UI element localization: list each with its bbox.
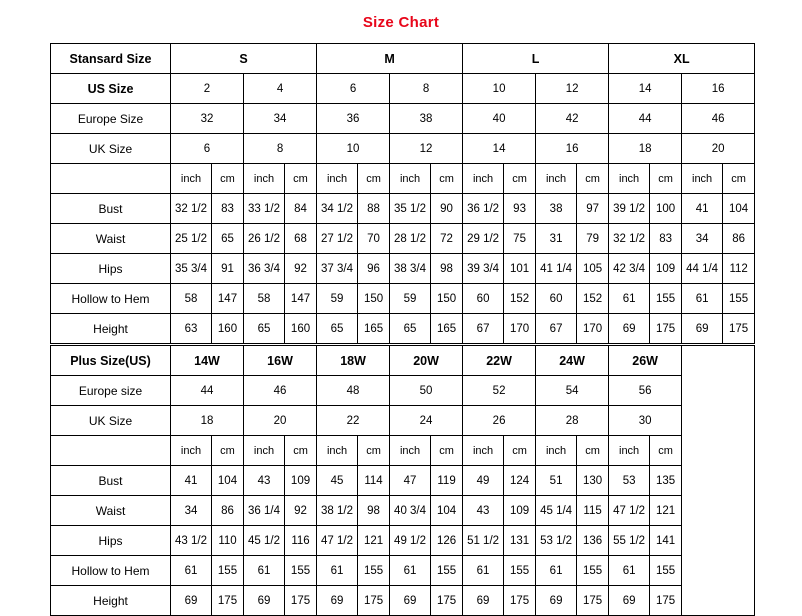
cell-europe-size-0: 32 — [171, 104, 244, 134]
cell-europe-size-2: 36 — [317, 104, 390, 134]
cell-height: 165 — [431, 314, 463, 344]
row-label-hollow-to-hem: Hollow to Hem — [51, 284, 171, 314]
cell-bust: 100 — [650, 194, 682, 224]
cell-hollow-to-hem: 155 — [650, 556, 682, 586]
unit-cell: inch — [244, 164, 285, 194]
cell-height: 175 — [285, 586, 317, 616]
cell-uk-size-7: 20 — [682, 134, 755, 164]
row-label-waist: Waist — [51, 496, 171, 526]
cell-hollow-to-hem: 61 — [609, 284, 650, 314]
cell-bust: 104 — [212, 466, 244, 496]
cell-uk-size: 28 — [536, 406, 609, 436]
cell-bust: 39 1/2 — [609, 194, 650, 224]
cell-hollow-to-hem: 61 — [682, 284, 723, 314]
table-row — [51, 254, 755, 284]
table-row — [51, 194, 755, 224]
cell-waist: 104 — [431, 496, 463, 526]
size-group-20w: 20W — [390, 346, 463, 376]
cell-waist: 32 1/2 — [609, 224, 650, 254]
row-label-europe-size: Europe size — [51, 376, 171, 406]
cell-uk-size-3: 12 — [390, 134, 463, 164]
cell-height: 170 — [577, 314, 609, 344]
cell-hollow-to-hem: 61 — [171, 556, 212, 586]
cell-hips: 131 — [504, 526, 536, 556]
cell-europe-size-1: 34 — [244, 104, 317, 134]
table-row — [51, 376, 755, 406]
row-label-bust: Bust — [51, 194, 171, 224]
cell-bust: 36 1/2 — [463, 194, 504, 224]
cell-europe-size-3: 38 — [390, 104, 463, 134]
cell-hips: 109 — [650, 254, 682, 284]
cell-height: 175 — [358, 586, 390, 616]
row-label-bust: Bust — [51, 466, 171, 496]
plus-header-label: Plus Size(US) — [51, 346, 171, 376]
cell-hips: 43 1/2 — [171, 526, 212, 556]
cell-bust: 119 — [431, 466, 463, 496]
unit-cell: cm — [358, 436, 390, 466]
cell-us-size-3: 8 — [390, 74, 463, 104]
table-row — [51, 284, 755, 314]
size-group-18w: 18W — [317, 346, 390, 376]
unit-cell: cm — [212, 436, 244, 466]
cell-height: 165 — [358, 314, 390, 344]
unit-cell: inch — [317, 164, 358, 194]
cell-hollow-to-hem: 61 — [317, 556, 358, 586]
cell-bust: 104 — [723, 194, 755, 224]
cell-uk-size-0: 6 — [171, 134, 244, 164]
cell-uk-size: 24 — [390, 406, 463, 436]
unit-cell: inch — [536, 436, 577, 466]
cell-uk-size-5: 16 — [536, 134, 609, 164]
row-label-uk-size: UK Size — [51, 406, 171, 436]
cell-us-size-2: 6 — [317, 74, 390, 104]
table-row — [51, 586, 755, 616]
size-group-14w: 14W — [171, 346, 244, 376]
cell-europe-size-6: 44 — [609, 104, 682, 134]
cell-hips: 49 1/2 — [390, 526, 431, 556]
cell-europe-size: 48 — [317, 376, 390, 406]
table-row — [51, 44, 755, 74]
cell-height: 175 — [504, 586, 536, 616]
row-label-hips: Hips — [51, 254, 171, 284]
cell-waist: 40 3/4 — [390, 496, 431, 526]
cell-hips: 91 — [212, 254, 244, 284]
cell-us-size-7: 16 — [682, 74, 755, 104]
cell-height: 175 — [650, 586, 682, 616]
page-title: Size Chart — [362, 14, 440, 31]
unit-cell: cm — [285, 436, 317, 466]
cell-europe-size-5: 42 — [536, 104, 609, 134]
cell-waist: 25 1/2 — [171, 224, 212, 254]
cell-hollow-to-hem: 152 — [504, 284, 536, 314]
cell-hollow-to-hem: 61 — [609, 556, 650, 586]
cell-bust: 43 — [244, 466, 285, 496]
cell-waist: 27 1/2 — [317, 224, 358, 254]
unit-cell: cm — [650, 164, 682, 194]
cell-hips: 92 — [285, 254, 317, 284]
row-label-height: Height — [51, 314, 171, 344]
cell-hollow-to-hem: 58 — [171, 284, 212, 314]
cell-uk-size-1: 8 — [244, 134, 317, 164]
cell-bust: 34 1/2 — [317, 194, 358, 224]
table-row — [51, 134, 755, 164]
cell-uk-size: 22 — [317, 406, 390, 436]
cell-waist: 115 — [577, 496, 609, 526]
unit-row-blank — [51, 436, 171, 466]
cell-hollow-to-hem: 60 — [463, 284, 504, 314]
unit-cell: cm — [577, 436, 609, 466]
cell-waist: 70 — [358, 224, 390, 254]
unit-cell: cm — [577, 164, 609, 194]
standard-header-label: Stansard Size — [51, 44, 171, 74]
size-group-xl: XL — [609, 44, 755, 74]
cell-us-size-1: 4 — [244, 74, 317, 104]
cell-height: 67 — [536, 314, 577, 344]
table-row — [51, 224, 755, 254]
cell-waist: 98 — [358, 496, 390, 526]
cell-hips: 42 3/4 — [609, 254, 650, 284]
cell-height: 67 — [463, 314, 504, 344]
cell-hollow-to-hem: 61 — [390, 556, 431, 586]
cell-europe-size: 50 — [390, 376, 463, 406]
cell-bust: 83 — [212, 194, 244, 224]
cell-hollow-to-hem: 155 — [212, 556, 244, 586]
cell-bust: 114 — [358, 466, 390, 496]
cell-waist: 65 — [212, 224, 244, 254]
cell-height: 65 — [390, 314, 431, 344]
cell-hips: 47 1/2 — [317, 526, 358, 556]
cell-hollow-to-hem: 150 — [358, 284, 390, 314]
cell-hollow-to-hem: 155 — [358, 556, 390, 586]
cell-waist: 72 — [431, 224, 463, 254]
table-row — [51, 556, 755, 586]
cell-hollow-to-hem: 59 — [390, 284, 431, 314]
size-group-l: L — [463, 44, 609, 74]
cell-hips: 116 — [285, 526, 317, 556]
cell-hollow-to-hem: 155 — [650, 284, 682, 314]
cell-waist: 34 — [682, 224, 723, 254]
cell-hips: 44 1/4 — [682, 254, 723, 284]
cell-hips: 45 1/2 — [244, 526, 285, 556]
cell-waist: 28 1/2 — [390, 224, 431, 254]
cell-bust: 51 — [536, 466, 577, 496]
cell-height: 65 — [317, 314, 358, 344]
unit-cell: inch — [682, 164, 723, 194]
cell-height: 175 — [577, 586, 609, 616]
cell-uk-size: 20 — [244, 406, 317, 436]
unit-cell: inch — [317, 436, 358, 466]
row-label-hollow-to-hem: Hollow to Hem — [51, 556, 171, 586]
unit-cell: cm — [504, 164, 536, 194]
cell-bust: 109 — [285, 466, 317, 496]
cell-uk-size-4: 14 — [463, 134, 536, 164]
cell-hollow-to-hem: 61 — [536, 556, 577, 586]
cell-bust: 45 — [317, 466, 358, 496]
cell-europe-size: 54 — [536, 376, 609, 406]
row-label-hips: Hips — [51, 526, 171, 556]
table-row — [51, 406, 755, 436]
cell-height: 170 — [504, 314, 536, 344]
cell-hips: 96 — [358, 254, 390, 284]
row-label-waist: Waist — [51, 224, 171, 254]
cell-bust: 35 1/2 — [390, 194, 431, 224]
cell-waist: 86 — [212, 496, 244, 526]
cell-bust: 93 — [504, 194, 536, 224]
cell-hips: 36 3/4 — [244, 254, 285, 284]
cell-waist: 75 — [504, 224, 536, 254]
table-row — [51, 466, 755, 496]
cell-hips: 51 1/2 — [463, 526, 504, 556]
unit-cell: cm — [431, 436, 463, 466]
plus-table-filler — [682, 346, 755, 616]
cell-height: 69 — [682, 314, 723, 344]
cell-uk-size: 30 — [609, 406, 682, 436]
cell-bust: 47 — [390, 466, 431, 496]
table-row — [51, 496, 755, 526]
cell-bust: 84 — [285, 194, 317, 224]
unit-cell: inch — [390, 436, 431, 466]
cell-hollow-to-hem: 59 — [317, 284, 358, 314]
unit-cell: inch — [171, 436, 212, 466]
cell-height: 69 — [463, 586, 504, 616]
cell-bust: 124 — [504, 466, 536, 496]
cell-europe-size: 56 — [609, 376, 682, 406]
cell-waist: 109 — [504, 496, 536, 526]
cell-bust: 53 — [609, 466, 650, 496]
cell-height: 175 — [431, 586, 463, 616]
cell-uk-size-2: 10 — [317, 134, 390, 164]
cell-bust: 49 — [463, 466, 504, 496]
size-group-26w: 26W — [609, 346, 682, 376]
cell-height: 69 — [609, 314, 650, 344]
cell-hollow-to-hem: 61 — [244, 556, 285, 586]
unit-cell: inch — [463, 436, 504, 466]
cell-bust: 97 — [577, 194, 609, 224]
cell-bust: 41 — [682, 194, 723, 224]
cell-europe-size-7: 46 — [682, 104, 755, 134]
cell-waist: 92 — [285, 496, 317, 526]
cell-height: 63 — [171, 314, 212, 344]
cell-europe-size: 44 — [171, 376, 244, 406]
cell-hips: 141 — [650, 526, 682, 556]
cell-us-size-4: 10 — [463, 74, 536, 104]
table-row — [51, 104, 755, 134]
unit-cell: cm — [285, 164, 317, 194]
unit-row-blank — [51, 164, 171, 194]
cell-hips: 37 3/4 — [317, 254, 358, 284]
cell-hips: 41 1/4 — [536, 254, 577, 284]
table-row — [51, 314, 755, 344]
cell-height: 65 — [244, 314, 285, 344]
cell-waist: 31 — [536, 224, 577, 254]
cell-height: 175 — [723, 314, 755, 344]
cell-hips: 101 — [504, 254, 536, 284]
size-group-m: M — [317, 44, 463, 74]
cell-height: 160 — [285, 314, 317, 344]
row-label-europe-size: Europe Size — [51, 104, 171, 134]
cell-waist: 29 1/2 — [463, 224, 504, 254]
unit-cell: inch — [390, 164, 431, 194]
cell-uk-size: 18 — [171, 406, 244, 436]
unit-cell: cm — [358, 164, 390, 194]
cell-hips: 35 3/4 — [171, 254, 212, 284]
cell-hollow-to-hem: 61 — [463, 556, 504, 586]
cell-hips: 55 1/2 — [609, 526, 650, 556]
cell-height: 160 — [212, 314, 244, 344]
cell-bust: 41 — [171, 466, 212, 496]
cell-europe-size-4: 40 — [463, 104, 536, 134]
row-label-us-size: US Size — [51, 74, 171, 104]
cell-waist: 45 1/4 — [536, 496, 577, 526]
cell-hips: 53 1/2 — [536, 526, 577, 556]
cell-height: 69 — [244, 586, 285, 616]
row-label-height: Height — [51, 586, 171, 616]
size-group-24w: 24W — [536, 346, 609, 376]
cell-waist: 68 — [285, 224, 317, 254]
cell-bust: 88 — [358, 194, 390, 224]
cell-waist: 34 — [171, 496, 212, 526]
size-group-s: S — [171, 44, 317, 74]
unit-cell: inch — [171, 164, 212, 194]
row-label-uk-size: UK Size — [51, 134, 171, 164]
cell-hips: 38 3/4 — [390, 254, 431, 284]
cell-hollow-to-hem: 155 — [431, 556, 463, 586]
cell-hips: 112 — [723, 254, 755, 284]
cell-waist: 83 — [650, 224, 682, 254]
cell-hollow-to-hem: 147 — [285, 284, 317, 314]
cell-bust: 135 — [650, 466, 682, 496]
cell-hollow-to-hem: 147 — [212, 284, 244, 314]
unit-cell: inch — [536, 164, 577, 194]
cell-height: 69 — [609, 586, 650, 616]
cell-waist: 79 — [577, 224, 609, 254]
cell-us-size-0: 2 — [171, 74, 244, 104]
cell-waist: 36 1/4 — [244, 496, 285, 526]
cell-hips: 39 3/4 — [463, 254, 504, 284]
cell-waist: 47 1/2 — [609, 496, 650, 526]
cell-hollow-to-hem: 152 — [577, 284, 609, 314]
cell-us-size-5: 12 — [536, 74, 609, 104]
cell-hips: 121 — [358, 526, 390, 556]
cell-hips: 136 — [577, 526, 609, 556]
cell-height: 69 — [536, 586, 577, 616]
cell-uk-size: 26 — [463, 406, 536, 436]
cell-hips: 105 — [577, 254, 609, 284]
cell-bust: 32 1/2 — [171, 194, 212, 224]
cell-height: 175 — [212, 586, 244, 616]
cell-height: 175 — [650, 314, 682, 344]
cell-waist: 86 — [723, 224, 755, 254]
cell-waist: 121 — [650, 496, 682, 526]
cell-hollow-to-hem: 155 — [285, 556, 317, 586]
cell-waist: 38 1/2 — [317, 496, 358, 526]
cell-hollow-to-hem: 155 — [577, 556, 609, 586]
cell-hips: 126 — [431, 526, 463, 556]
unit-cell: cm — [504, 436, 536, 466]
cell-hips: 98 — [431, 254, 463, 284]
unit-cell: cm — [723, 164, 755, 194]
unit-cell: cm — [431, 164, 463, 194]
unit-cell: inch — [463, 164, 504, 194]
cell-height: 69 — [317, 586, 358, 616]
unit-cell: inch — [244, 436, 285, 466]
cell-hollow-to-hem: 58 — [244, 284, 285, 314]
table-row — [51, 526, 755, 556]
cell-hollow-to-hem: 155 — [504, 556, 536, 586]
table-row-units — [51, 436, 755, 466]
standard-size-table — [50, 43, 755, 344]
cell-us-size-6: 14 — [609, 74, 682, 104]
cell-height: 69 — [390, 586, 431, 616]
cell-hollow-to-hem: 155 — [723, 284, 755, 314]
table-row-units — [51, 164, 755, 194]
cell-uk-size-6: 18 — [609, 134, 682, 164]
unit-cell: cm — [650, 436, 682, 466]
unit-cell: inch — [609, 436, 650, 466]
unit-cell: inch — [609, 164, 650, 194]
cell-bust: 130 — [577, 466, 609, 496]
plus-size-table — [50, 345, 755, 616]
cell-hollow-to-hem: 60 — [536, 284, 577, 314]
size-group-22w: 22W — [463, 346, 536, 376]
unit-cell: cm — [212, 164, 244, 194]
table-row — [51, 74, 755, 104]
cell-bust: 33 1/2 — [244, 194, 285, 224]
cell-europe-size: 46 — [244, 376, 317, 406]
table-row — [51, 346, 755, 376]
size-group-16w: 16W — [244, 346, 317, 376]
cell-waist: 43 — [463, 496, 504, 526]
cell-bust: 90 — [431, 194, 463, 224]
cell-europe-size: 52 — [463, 376, 536, 406]
cell-hollow-to-hem: 150 — [431, 284, 463, 314]
cell-height: 69 — [171, 586, 212, 616]
cell-bust: 38 — [536, 194, 577, 224]
cell-hips: 110 — [212, 526, 244, 556]
cell-waist: 26 1/2 — [244, 224, 285, 254]
